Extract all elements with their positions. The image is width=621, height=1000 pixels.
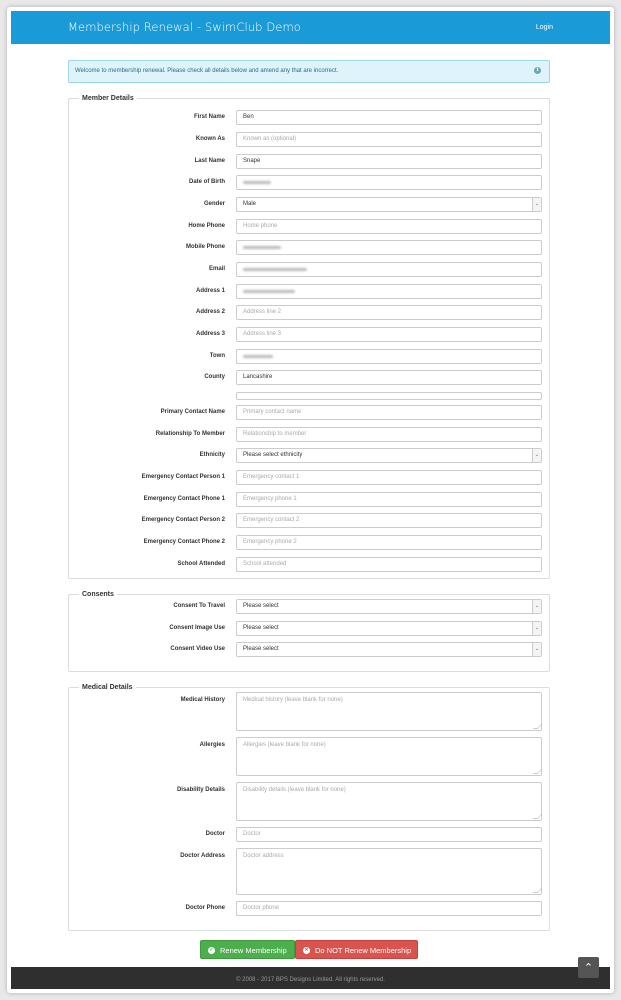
- member-details-legend: Member Details: [79, 94, 137, 103]
- consent-travel-select[interactable]: [236, 599, 542, 614]
- renew-membership-button[interactable]: [200, 940, 295, 959]
- page-frame: [7, 7, 614, 993]
- town-label: Town: [209, 353, 225, 359]
- school-label: School Attended: [177, 561, 225, 567]
- resize-grip-icon[interactable]: [533, 888, 543, 893]
- medical-details-section: [68, 684, 550, 931]
- do-not-renew-button[interactable]: [295, 940, 418, 959]
- last-name-label: Last Name: [194, 158, 225, 164]
- address2-label: Address 2: [195, 309, 225, 315]
- address1-label: Address 1: [195, 288, 225, 294]
- disability-placeholder: Disability details (leave blank for none): [243, 787, 346, 793]
- disability-label: Disability Details: [176, 787, 225, 793]
- medical-details-legend: Medical Details: [79, 683, 136, 692]
- primary-contact-input[interactable]: Primary contact name: [236, 405, 542, 420]
- copyright-text: © 2008 - 2017 BPS Designs Limited. All rights reserved.: [236, 977, 385, 983]
- ec-person2-input[interactable]: Emergency contact 2: [236, 513, 542, 528]
- disability-textarea[interactable]: [236, 782, 542, 821]
- app-title[interactable]: Membership Renewal - SwimClub Demo: [68, 20, 301, 34]
- gender-select[interactable]: [236, 197, 542, 212]
- gender-label: Gender: [203, 201, 225, 207]
- ec-person1-label: Emergency Contact Person 1: [141, 474, 225, 480]
- consent-travel-label: Consent To Travel: [173, 603, 225, 609]
- home-phone-label: Home Phone: [188, 223, 225, 229]
- renew-label: Renew Membership: [220, 946, 287, 955]
- ethnicity-value: Please select ethnicity: [243, 452, 303, 458]
- address3-input[interactable]: Address line 3: [236, 327, 542, 342]
- first-name-label: First Name: [193, 114, 225, 120]
- ethnicity-label: Ethnicity: [199, 452, 225, 458]
- school-input[interactable]: School attended: [236, 557, 542, 572]
- chevron-down-icon: ⌄: [532, 198, 541, 211]
- doctor-address-label: Doctor Address: [180, 853, 225, 859]
- medical-history-placeholder: Medical history (leave blank for none): [243, 697, 343, 703]
- chevron-down-icon: ⌄: [532, 643, 541, 656]
- consent-video-value: Please select: [243, 646, 279, 652]
- mobile-phone-label: Mobile Phone: [186, 244, 225, 250]
- info-icon: i: [534, 67, 541, 74]
- consent-image-label: Consent Image Use: [169, 625, 225, 631]
- relationship-label: Relationship To Member: [155, 431, 225, 437]
- address1-input[interactable]: [236, 284, 542, 299]
- scroll-to-top-button[interactable]: [578, 957, 599, 978]
- chevron-down-icon: ⌄: [532, 622, 541, 635]
- address3-label: Address 3: [195, 331, 225, 337]
- ec-phone1-label: Emergency Contact Phone 1: [143, 496, 225, 502]
- ec-person2-label: Emergency Contact Person 2: [141, 517, 225, 523]
- ec-phone2-label: Emergency Contact Phone 2: [143, 539, 225, 545]
- doctor-address-placeholder: Doctor address: [243, 853, 284, 859]
- doctor-input[interactable]: Doctor: [236, 827, 542, 842]
- no-renew-label: Do NOT Renew Membership: [315, 946, 412, 955]
- member-details-section: [68, 95, 550, 579]
- login-link[interactable]: Login: [535, 24, 553, 31]
- resize-grip-icon[interactable]: [533, 724, 543, 729]
- mobile-phone-input[interactable]: [236, 240, 542, 255]
- doctor-label: Doctor: [205, 831, 225, 837]
- times-circle-icon: ✕: [304, 947, 309, 953]
- known-as-label: Known As: [195, 136, 225, 142]
- consents-legend: Consents: [79, 590, 117, 599]
- navbar: [11, 11, 610, 44]
- town-input[interactable]: [236, 349, 542, 364]
- gender-value: Male: [243, 201, 257, 207]
- chevron-down-icon: ⌄: [532, 600, 541, 613]
- allergies-label: Allergies: [199, 742, 225, 748]
- relationship-input[interactable]: Relationship to member: [236, 427, 542, 442]
- ec-phone1-input[interactable]: Emergency phone 1: [236, 492, 542, 507]
- last-name-input[interactable]: Snape: [236, 154, 542, 169]
- primary-contact-label: Primary Contact Name: [160, 409, 225, 415]
- consent-image-value: Please select: [243, 625, 279, 631]
- first-name-input[interactable]: Ben: [236, 110, 542, 125]
- consent-image-select[interactable]: [236, 621, 542, 636]
- postcode-input[interactable]: [236, 392, 542, 400]
- resize-grip-icon[interactable]: [533, 814, 543, 819]
- county-input[interactable]: Lancashire: [236, 370, 542, 385]
- email-input[interactable]: [236, 262, 542, 277]
- home-phone-input[interactable]: Home phone: [236, 219, 542, 234]
- alert-text: Welcome to membership renewal. Please check all details below and amend any that are incorrect.: [75, 68, 339, 74]
- dob-label: Date of Birth: [189, 179, 225, 185]
- resize-grip-icon[interactable]: [533, 769, 543, 774]
- consent-video-select[interactable]: [236, 642, 542, 657]
- doctor-address-textarea[interactable]: [236, 848, 542, 895]
- ethnicity-select[interactable]: [236, 448, 542, 463]
- doctor-phone-input[interactable]: Doctor phone: [236, 901, 542, 916]
- medical-history-textarea[interactable]: [236, 692, 542, 731]
- consent-video-label: Consent Video Use: [170, 646, 225, 652]
- county-label: County: [204, 374, 225, 380]
- chevron-down-icon: ⌄: [532, 449, 541, 462]
- allergies-placeholder: Allergies (leave blank for none): [243, 742, 326, 748]
- footer: [11, 967, 610, 989]
- address2-input[interactable]: Address line 2: [236, 305, 542, 320]
- check-circle-icon: ✓: [209, 947, 214, 953]
- medical-history-label: Medical History: [180, 697, 225, 703]
- ec-phone2-input[interactable]: Emergency phone 2: [236, 535, 542, 550]
- consents-section: [68, 591, 550, 672]
- email-label: Email: [208, 266, 225, 272]
- doctor-phone-label: Doctor Phone: [185, 905, 225, 911]
- known-as-input[interactable]: Known as (optional): [236, 132, 542, 147]
- welcome-alert: [68, 60, 550, 83]
- chevron-up-icon: ⌃: [583, 961, 594, 974]
- ec-person1-input[interactable]: Emergency contact 1: [236, 470, 542, 485]
- dob-input[interactable]: [236, 175, 542, 190]
- allergies-textarea[interactable]: [236, 737, 542, 776]
- consent-travel-value: Please select: [243, 603, 279, 609]
